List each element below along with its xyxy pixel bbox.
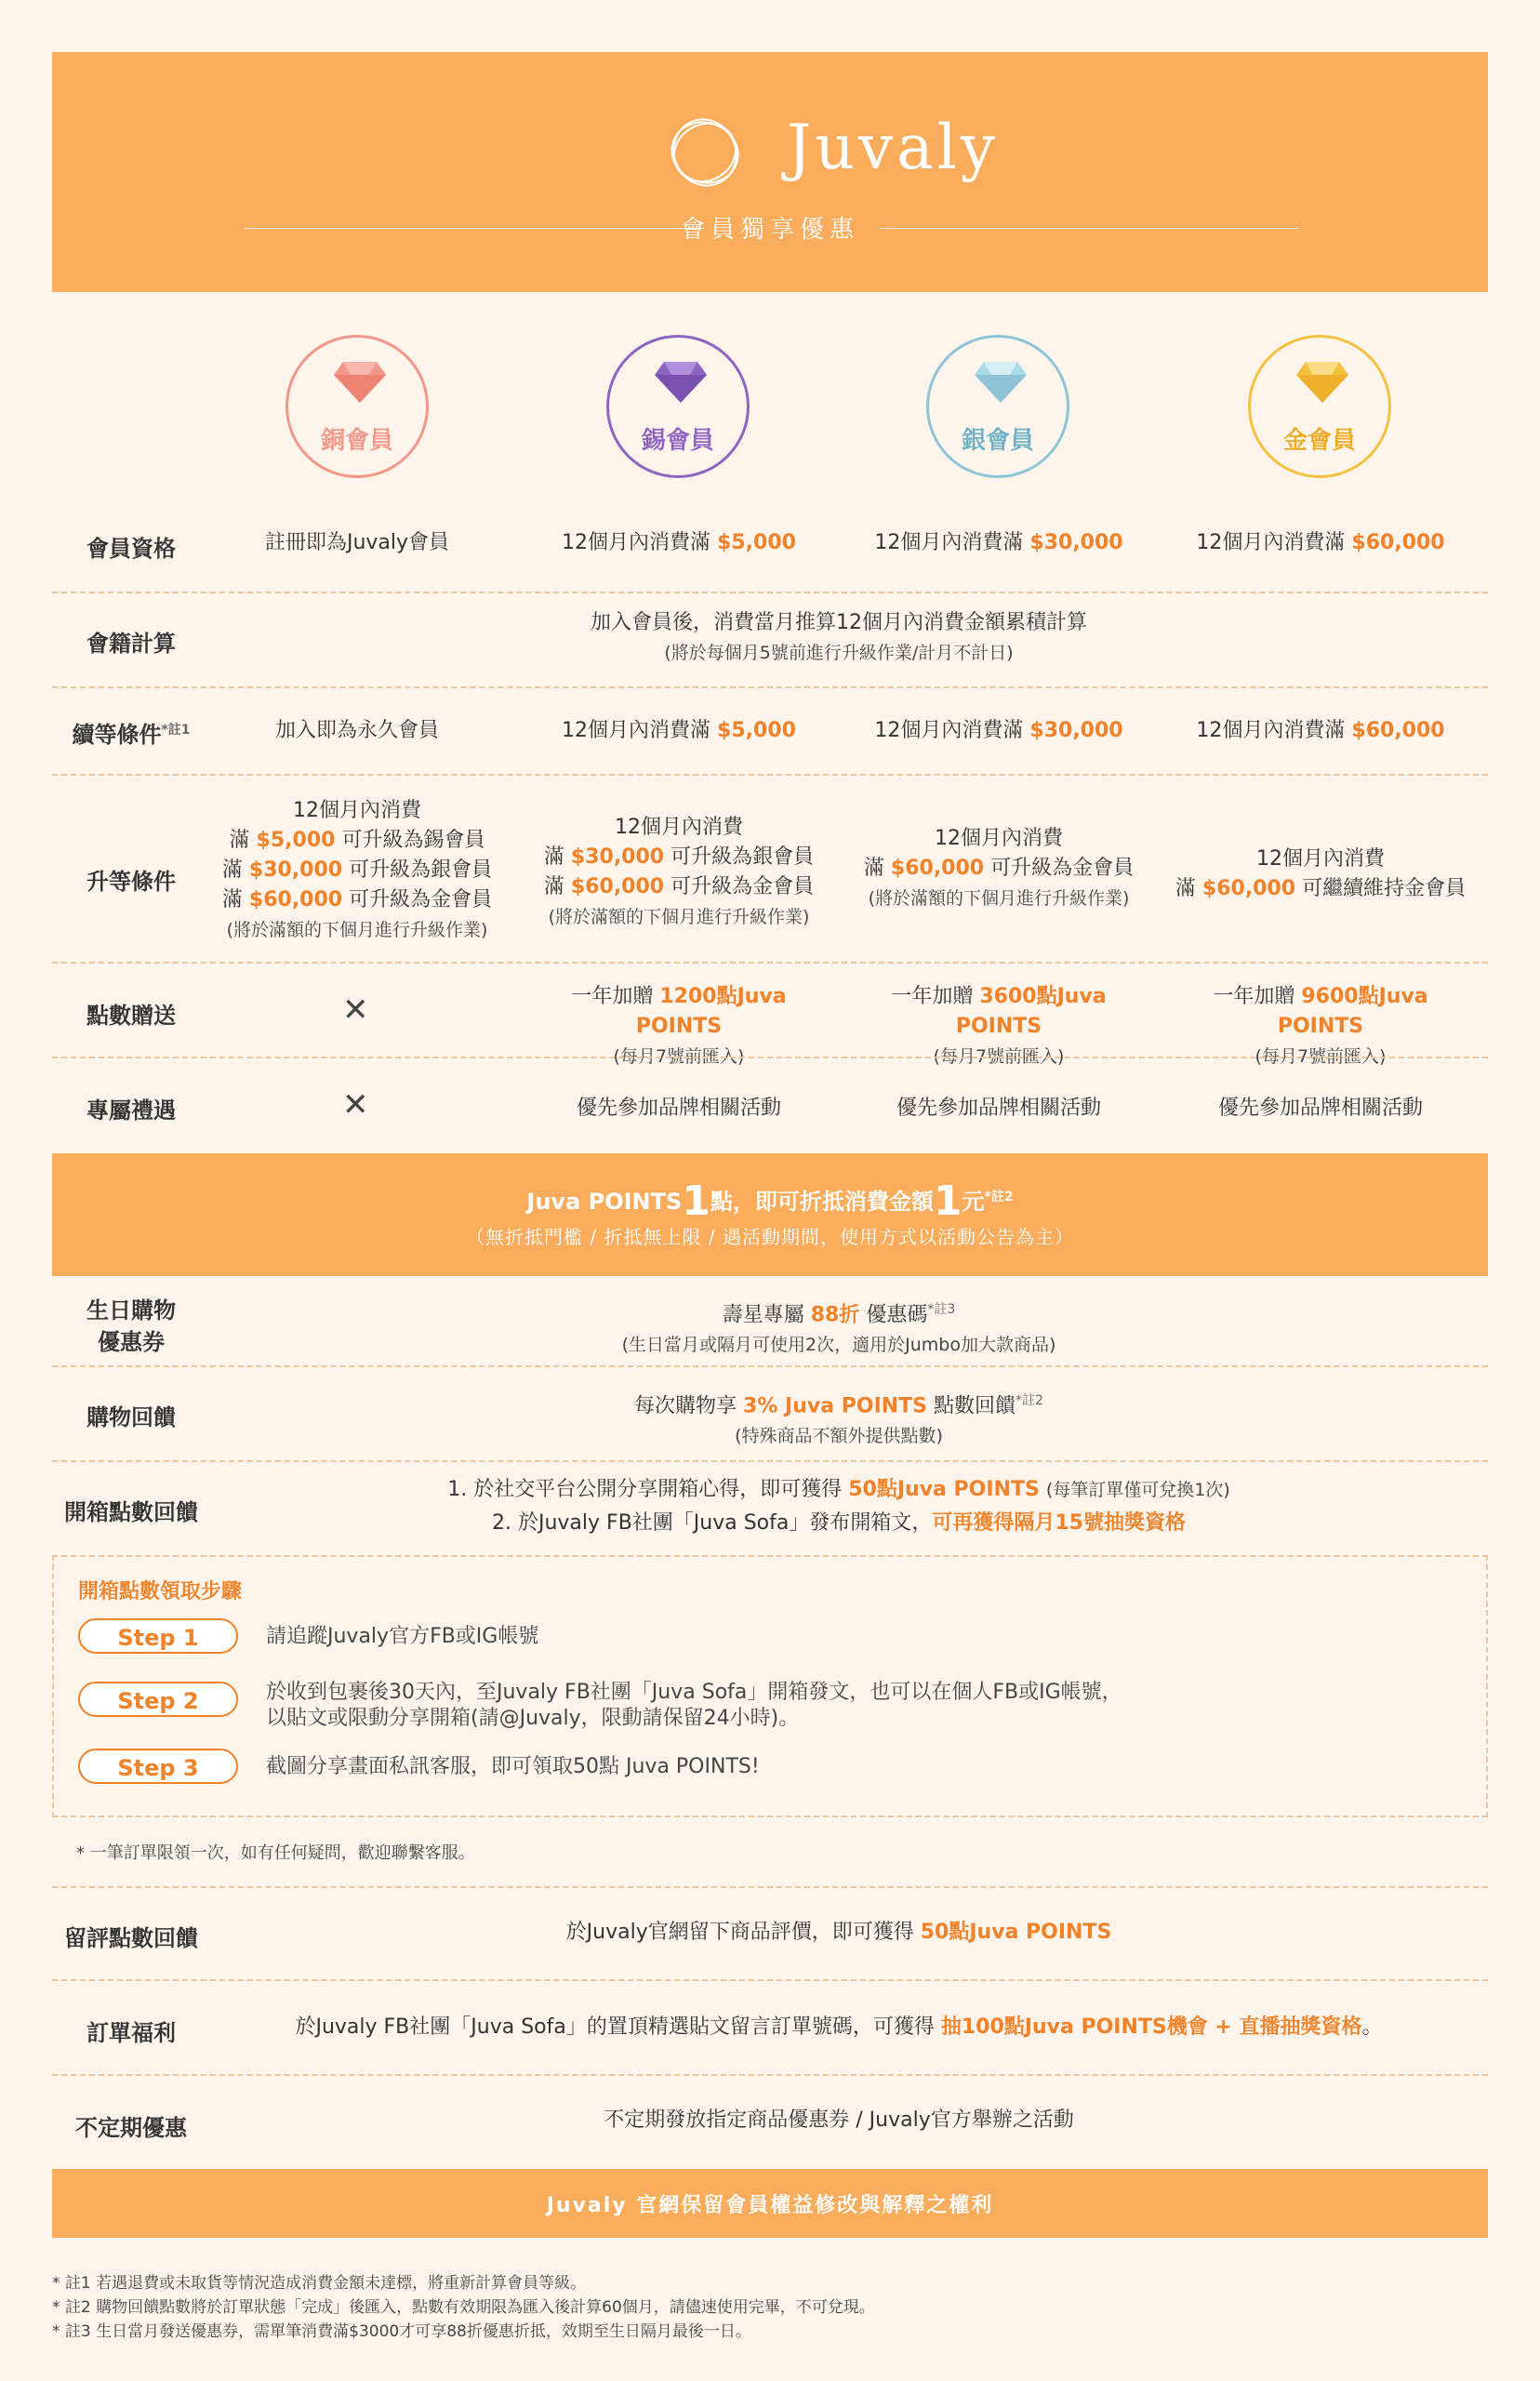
points-gift-tin: 一年加贈 1200點Juva POINTS (每月7號前匯入): [571, 985, 787, 1067]
bronze-diamond-icon: [332, 358, 388, 405]
tier-label-gold: 金會員: [1282, 427, 1356, 455]
divider: [52, 1057, 1488, 1058]
logo: [52, 108, 1488, 201]
exclusive-gold: 優先參加品牌相關活動: [1217, 1097, 1423, 1120]
renewal-bronze: 加入即為永久會員: [274, 719, 439, 742]
step-3-badge: Step 3: [78, 1749, 238, 1784]
row-label-order-benefit: 訂單福利: [86, 2020, 176, 2046]
birthday-text: 壽星專屬 88折 優惠碼$^{*註3}$ (生日當月或隔月可使用2次，適用於Jumbo加大款商品): [621, 1302, 1056, 1356]
points-rule: Juva POINTS1點，即可折抵消費金額1元$^{*註2}$: [526, 1177, 1014, 1225]
tin-diamond-icon: [653, 358, 709, 405]
step-1-badge: Step 1: [78, 1618, 238, 1654]
divider: [52, 1365, 1488, 1367]
renewal-tin: 12個月內消費滿 $5,000: [562, 719, 796, 742]
exclusive-silver: 優先參加品牌相關活動: [896, 1097, 1101, 1120]
divider: [52, 1979, 1488, 1981]
qualification-gold: 12個月內消費滿 $60,000: [1196, 531, 1445, 554]
renewal-gold: 12個月內消費滿 $60,000: [1196, 719, 1445, 742]
calculation-line2: (將於每個月5號前進行升級作業/計月不計日): [664, 643, 1014, 663]
row-label-qualification: 會員資格: [86, 536, 176, 562]
upgrade-tin: 12個月內消費 滿 $30,000 可升級為銀會員 滿 $60,000 可升級為金會員 (將於滿額的下個月進行升級作業): [543, 816, 815, 927]
qualification-silver: 12個月內消費滿 $30,000: [874, 531, 1123, 554]
rights-banner: [52, 2169, 1488, 2238]
brand-name: Juvaly: [787, 112, 999, 183]
points-banner: [52, 1153, 1488, 1276]
tier-tin: [606, 335, 750, 478]
points-gift-gold: 一年加贈 9600點Juva POINTS (每月7號前匯入): [1213, 985, 1428, 1067]
row-label-calculation: 會籍計算: [86, 631, 176, 657]
steps-title: 開箱點數領取步驟: [78, 1580, 243, 1603]
footnote-3: * 註3 生日當月發送優惠券，需單筆消費滿$3000才可享88折優惠折抵，效期至生日隔月最後一日。: [52, 2322, 751, 2341]
irregular-text: 不定期發放指定商品優惠券 / Juvaly官方舉辦之活動: [604, 2108, 1074, 2132]
divider: [52, 2074, 1488, 2076]
step-1-text: 請追蹤Juvaly官方FB或IG帳號: [266, 1625, 539, 1648]
tier-label-silver: 銀會員: [961, 427, 1034, 455]
tier-label-bronze: 銅會員: [320, 427, 393, 455]
rights-text: Juvaly 官網保留會員權益修改與解釋之權利: [546, 2194, 994, 2217]
review-text: 於Juvaly官網留下商品評價，即可獲得 50點Juva POINTS: [565, 1921, 1112, 1944]
not-included-icon: ✕: [342, 1086, 369, 1124]
exclusive-tin: 優先參加品牌相關活動: [576, 1097, 781, 1120]
qualification-bronze: 註冊即為Juvaly會員: [264, 531, 450, 554]
divider: [52, 686, 1488, 688]
footnote-2: * 註2 購物回饋點數將於訂單狀態「完成」後匯入，點數有效期限為匯入後計算60個月，請儘速使用完畢，不可兌現。: [52, 2298, 875, 2317]
row-label-exclusive: 專屬禮遇: [86, 1097, 176, 1124]
tier-label-tin: 錫會員: [641, 427, 714, 455]
footnote-1: * 註1 若遇退費或未取貨等情況造成消費金額未達標，將重新計算會員等級。: [52, 2274, 587, 2293]
row-label-unboxing: 開箱點數回饋: [64, 1499, 198, 1525]
qualification-tin: 12個月內消費滿 $5,000: [562, 531, 796, 554]
unboxing-text: 1. 於社交平台公開分享開箱心得，即可獲得 50點Juva POINTS (每筆訂單僅可兌換1次) 2. 於Juvaly FB社團「Juva Sofa」發布開箱文，可再獲得隔月15號抽獎資格: [447, 1478, 1230, 1535]
points-rule-note: （無折抵門檻 / 折抵無上限 / 遇活動期間，使用方式以活動公告為主）: [466, 1226, 1074, 1248]
row-label-irregular: 不定期優惠: [75, 2115, 187, 2141]
steps-note: * 一筆訂單限領一次，如有任何疑問，歡迎聯繫客服。: [76, 1843, 475, 1863]
tier-silver: [926, 335, 1069, 478]
step-3-text: 截圖分享畫面私訊客服，即可領取50點 Juva POINTS!: [266, 1755, 760, 1778]
page-subtitle: 會員獨享優惠: [680, 216, 859, 244]
subtitle-line-right: [880, 228, 1298, 229]
divider: [52, 1460, 1488, 1462]
divider: [52, 592, 1488, 593]
not-included-icon: ✕: [342, 991, 369, 1029]
upgrade-gold: 12個月內消費 滿 $60,000 可繼續維持金會員: [1175, 847, 1467, 900]
upgrade-bronze: 12個月內消費 滿 $5,000 可升級為錫會員 滿 $30,000 可升級為銀會員 滿 $60,000 可升級為金會員 (將於滿額的下個月進行升級作業): [221, 799, 493, 940]
row-label-upgrade: 升等條件: [86, 869, 176, 895]
gold-diamond-icon: [1294, 358, 1350, 405]
divider: [52, 1886, 1488, 1888]
calculation-line1: 加入會員後，消費當月推算12個月內消費金額累積計算: [591, 611, 1087, 634]
upgrade-silver: 12個月內消費 滿 $60,000 可升級為金會員 (將於滿額的下個月進行升級作業): [863, 827, 1135, 909]
unboxing-steps-box: [52, 1555, 1488, 1817]
divider: [52, 774, 1488, 776]
step-2-text: 於收到包裹後30天內，至Juvaly FB社團「Juva Sofa」開箱發文，也可以在個人FB或IG帳號， 以貼文或限動分享開箱(請@Juvaly，限動請保留24小時)。: [266, 1681, 1122, 1730]
row-label-cashback: 購物回饋: [86, 1404, 176, 1430]
logo-ring-icon: [666, 113, 744, 192]
order-benefit-text: 於Juvaly FB社團「Juva Sofa」的置頂精選貼文留言訂單號碼，可獲得 抽100點Juva POINTS機會 + 直播抽獎資格。: [295, 2015, 1383, 2039]
row-label-points-gift: 點數贈送: [86, 1003, 176, 1029]
renewal-silver: 12個月內消費滿 $30,000: [874, 719, 1123, 742]
points-gift-silver: 一年加贈 3600點Juva POINTS (每月7號前匯入): [891, 985, 1107, 1067]
header-banner: [52, 52, 1488, 292]
step-2-badge: Step 2: [78, 1682, 238, 1717]
row-label-renewal: 續等條件$^{*註1}$: [72, 722, 191, 748]
calculation-text: [218, 608, 1460, 668]
row-label-birthday: 生日購物 優惠券: [86, 1297, 176, 1355]
cashback-text: 每次購物享 3% Juva POINTS 點數回饋$^{*註2}$ (特殊商品不額外提供點數): [634, 1393, 1043, 1447]
tier-gold: [1248, 335, 1391, 478]
row-label-review: 留評點數回饋: [64, 1925, 198, 1951]
divider: [52, 962, 1488, 964]
tier-bronze: [285, 335, 429, 478]
silver-diamond-icon: [973, 358, 1029, 405]
